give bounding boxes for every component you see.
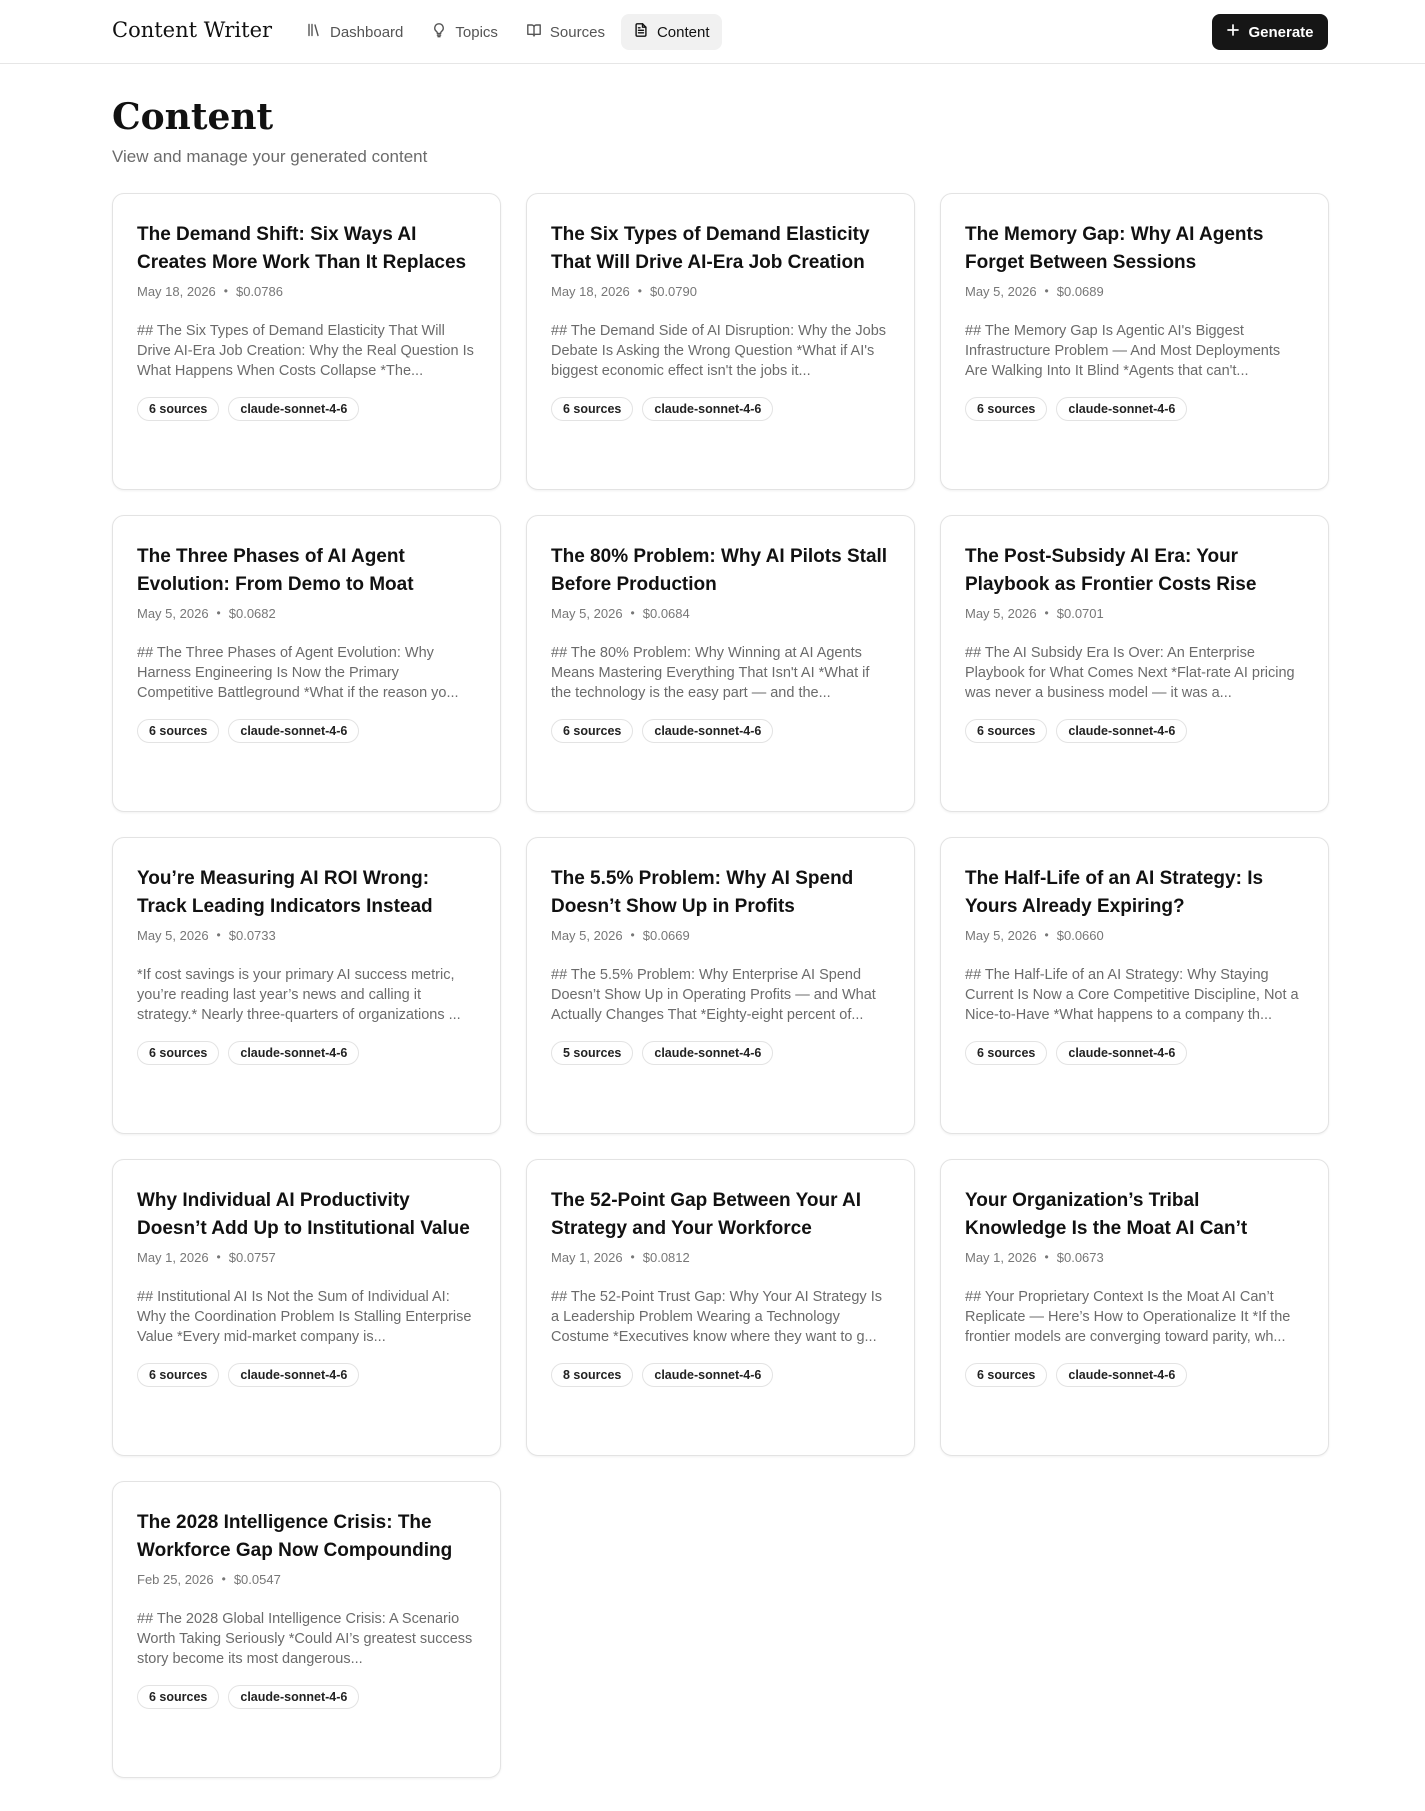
dot-separator-icon: • <box>216 1250 221 1264</box>
card-date: May 18, 2026 <box>137 283 216 299</box>
dot-separator-icon: • <box>1044 1250 1049 1264</box>
model-badge: claude-sonnet-4-6 <box>228 1363 359 1387</box>
library-icon <box>306 22 322 42</box>
card-tags <box>965 397 1304 421</box>
dot-separator-icon: • <box>637 284 642 298</box>
content-card[interactable] <box>940 837 1329 1134</box>
card-tags <box>965 719 1304 743</box>
card-excerpt: ## The Memory Gap Is Agentic AI's Biggest Infrastructure Problem — And Most Deployments Are Walking Into It Blind *Agents that can't... <box>965 323 1281 379</box>
dot-separator-icon: • <box>216 606 221 620</box>
card-excerpt: ## The Six Types of Demand Elasticity That Will Drive AI-Era Job Creation: Why the Real Question Is What Happens When Costs Collapse *The... <box>137 323 474 379</box>
dot-separator-icon: • <box>630 606 635 620</box>
card-tags <box>137 397 476 421</box>
model-badge: claude-sonnet-4-6 <box>642 1363 773 1387</box>
card-tags <box>551 1041 890 1065</box>
content-card[interactable] <box>526 837 915 1134</box>
card-meta <box>551 603 890 623</box>
card-date: May 5, 2026 <box>137 927 209 943</box>
model-badge: claude-sonnet-4-6 <box>642 397 773 421</box>
card-excerpt: ## The Three Phases of Agent Evolution: Why Harness Engineering Is Now the Primary Competitive Battleground *What if the reason yo... <box>137 645 459 701</box>
model-badge: claude-sonnet-4-6 <box>1056 719 1187 743</box>
model-badge: claude-sonnet-4-6 <box>228 1685 359 1709</box>
card-meta <box>965 1247 1304 1267</box>
card-title: The 80% Problem: Why AI Pilots Stall Before Production <box>551 546 888 595</box>
nav-item-topics[interactable] <box>419 14 510 50</box>
card-date: May 5, 2026 <box>137 605 209 621</box>
sources-badge: 6 sources <box>137 397 219 421</box>
card-excerpt: ## Institutional AI Is Not the Sum of Individual AI: Why the Coordination Problem Is Stalling Enterprise Value *Every mid-market company is... <box>137 1289 472 1345</box>
dot-separator-icon: • <box>1044 606 1049 620</box>
card-excerpt: *If cost savings is your primary AI success metric, you’re reading last year’s news and calling it strategy.* Nearly three-quarters of organizations ... <box>137 967 461 1023</box>
model-badge: claude-sonnet-4-6 <box>1056 1041 1187 1065</box>
card-date: May 18, 2026 <box>551 283 630 299</box>
lightbulb-icon <box>431 22 447 42</box>
card-title: The Demand Shift: Six Ways AI Creates More Work Than It Replaces <box>137 224 467 273</box>
model-badge: claude-sonnet-4-6 <box>228 1041 359 1065</box>
content-card[interactable] <box>112 193 501 490</box>
model-badge: claude-sonnet-4-6 <box>228 397 359 421</box>
file-text-icon <box>633 22 649 42</box>
model-badge: claude-sonnet-4-6 <box>642 1041 773 1065</box>
card-title: The 2028 Intelligence Crisis: The Workforce Gap Now Compounding <box>137 1512 453 1561</box>
nav-label: Topics <box>455 23 498 41</box>
card-meta <box>137 925 476 945</box>
model-badge: claude-sonnet-4-6 <box>642 719 773 743</box>
sources-badge: 6 sources <box>965 1041 1047 1065</box>
card-tags <box>551 1363 890 1387</box>
card-tags <box>137 1041 476 1065</box>
sources-badge: 6 sources <box>965 397 1047 421</box>
card-tags <box>965 1363 1304 1387</box>
card-title: The Post-Subsidy AI Era: Your Playbook as Frontier Costs Rise <box>965 546 1257 595</box>
content-card[interactable] <box>112 515 501 812</box>
content-card[interactable] <box>112 1481 501 1778</box>
card-excerpt: ## The 5.5% Problem: Why Enterprise AI Spend Doesn’t Show Up in Operating Profits — and What Actually Changes That *Eighty-eight percent of... <box>551 967 876 1023</box>
generate-label: Generate <box>1248 23 1314 41</box>
card-excerpt: ## The 52-Point Trust Gap: Why Your AI Strategy Is a Leadership Problem Wearing a Technology Costume *Executives know where they want to g... <box>551 1289 882 1345</box>
card-cost: $0.0673 <box>1056 1249 1104 1265</box>
card-date: Feb 25, 2026 <box>137 1571 214 1587</box>
card-excerpt: ## The Demand Side of AI Disruption: Why the Jobs Debate Is Asking the Wrong Question *What if AI's biggest economic effect isn't the jobs it... <box>551 323 887 379</box>
card-cost: $0.0660 <box>1056 927 1104 943</box>
card-tags <box>137 1685 476 1709</box>
card-meta <box>137 1247 476 1267</box>
content-card[interactable] <box>112 837 501 1134</box>
content-grid <box>112 193 1329 1778</box>
nav-item-dashboard[interactable] <box>294 14 415 50</box>
dot-separator-icon: • <box>630 928 635 942</box>
dot-separator-icon: • <box>221 1572 226 1586</box>
sources-badge: 6 sources <box>137 1041 219 1065</box>
card-date: May 1, 2026 <box>137 1249 209 1265</box>
nav-item-sources[interactable] <box>514 14 617 50</box>
content-card[interactable] <box>112 1159 501 1456</box>
card-date: May 5, 2026 <box>965 283 1037 299</box>
card-meta <box>551 281 890 301</box>
card-title: Your Organization’s Tribal Knowledge Is the Moat AI Can’t <box>965 1190 1248 1239</box>
dot-separator-icon: • <box>1044 284 1049 298</box>
book-open-icon <box>526 22 542 42</box>
card-excerpt: ## The 80% Problem: Why Winning at AI Agents Means Mastering Everything That Isn't AI *What if the technology is the easy part — and the... <box>551 645 870 701</box>
card-tags <box>137 1363 476 1387</box>
card-meta <box>551 925 890 945</box>
card-date: May 1, 2026 <box>965 1249 1037 1265</box>
sources-badge: 6 sources <box>551 397 633 421</box>
model-badge: claude-sonnet-4-6 <box>228 719 359 743</box>
dot-separator-icon: • <box>630 1250 635 1264</box>
brand-logo[interactable]: Content Writer <box>112 18 273 42</box>
card-title: The Three Phases of AI Agent Evolution: From Demo to Moat <box>137 546 414 595</box>
card-cost: $0.0684 <box>642 605 690 621</box>
card-title: Why Individual AI Productivity Doesn’t Add Up to Institutional Value <box>137 1190 470 1239</box>
dot-separator-icon: • <box>223 284 228 298</box>
card-meta <box>137 281 476 301</box>
sources-badge: 8 sources <box>551 1363 633 1387</box>
content-card[interactable] <box>526 1159 915 1456</box>
card-cost: $0.0757 <box>228 1249 276 1265</box>
card-title: The 52-Point Gap Between Your AI Strategy and Your Workforce <box>551 1190 862 1239</box>
card-meta <box>137 603 476 623</box>
card-title: The Half-Life of an AI Strategy: Is Yours Already Expiring? <box>965 868 1264 917</box>
main-nav <box>294 14 722 50</box>
nav-label: Dashboard <box>330 23 404 41</box>
card-meta <box>965 281 1304 301</box>
card-excerpt: ## The AI Subsidy Era Is Over: An Enterprise Playbook for What Comes Next *Flat-rate AI pricing was never a business model — it was a... <box>965 645 1295 701</box>
page-subtitle: View and manage your generated content <box>112 147 428 166</box>
page-title: Content <box>112 96 274 138</box>
dot-separator-icon: • <box>1044 928 1049 942</box>
top-navbar <box>0 0 1425 64</box>
card-tags <box>137 719 476 743</box>
card-date: May 5, 2026 <box>965 927 1037 943</box>
card-excerpt: ## The Half-Life of an AI Strategy: Why Staying Current Is Now a Core Competitive Discipline, Not a Nice-to-Have *What happens to a company th... <box>965 967 1299 1023</box>
sources-badge: 6 sources <box>551 719 633 743</box>
card-date: May 1, 2026 <box>551 1249 623 1265</box>
sources-badge: 5 sources <box>551 1041 633 1065</box>
card-cost: $0.0790 <box>649 283 697 299</box>
sources-badge: 6 sources <box>137 1685 219 1709</box>
card-title: The 5.5% Problem: Why AI Spend Doesn’t Show Up in Profits <box>551 868 854 917</box>
nav-item-content[interactable] <box>621 14 722 50</box>
card-date: May 5, 2026 <box>551 927 623 943</box>
sources-badge: 6 sources <box>965 719 1047 743</box>
sources-badge: 6 sources <box>137 1363 219 1387</box>
card-tags <box>551 397 890 421</box>
card-cost: $0.0701 <box>1056 605 1104 621</box>
card-tags <box>551 719 890 743</box>
card-title: The Memory Gap: Why AI Agents Forget Between Sessions <box>965 224 1264 273</box>
content-card[interactable] <box>940 193 1329 490</box>
card-title: You’re Measuring AI ROI Wrong: Track Leading Indicators Instead <box>137 868 433 917</box>
card-cost: $0.0682 <box>228 605 276 621</box>
card-cost: $0.0733 <box>228 927 276 943</box>
nav-label: Content <box>656 23 710 41</box>
card-excerpt: ## Your Proprietary Context Is the Moat AI Can’t Replicate — Here’s How to Operationalize It *If the frontier models are converging toward parity, wh... <box>965 1289 1291 1345</box>
card-excerpt: ## The 2028 Global Intelligence Crisis: A Scenario Worth Taking Seriously *Could AI’s greatest success story become its most dangerous... <box>137 1611 473 1667</box>
nav-label: Sources <box>549 23 605 41</box>
card-date: May 5, 2026 <box>965 605 1037 621</box>
model-badge: claude-sonnet-4-6 <box>1056 397 1187 421</box>
card-title: The Six Types of Demand Elasticity That Will Drive AI-Era Job Creation <box>551 224 870 273</box>
content-card[interactable] <box>526 515 915 812</box>
card-cost: $0.0786 <box>235 283 283 299</box>
dot-separator-icon: • <box>216 928 221 942</box>
content-card[interactable] <box>526 193 915 490</box>
card-meta <box>965 603 1304 623</box>
card-cost: $0.0547 <box>233 1571 281 1587</box>
content-card[interactable] <box>940 515 1329 812</box>
plus-icon <box>1226 23 1240 41</box>
sources-badge: 6 sources <box>137 719 219 743</box>
card-cost: $0.0812 <box>642 1249 690 1265</box>
card-date: May 5, 2026 <box>551 605 623 621</box>
generate-button[interactable] <box>1212 14 1328 50</box>
sources-badge: 6 sources <box>965 1363 1047 1387</box>
card-meta <box>551 1247 890 1267</box>
content-card[interactable] <box>940 1159 1329 1456</box>
card-cost: $0.0669 <box>642 927 690 943</box>
card-cost: $0.0689 <box>1056 283 1104 299</box>
model-badge: claude-sonnet-4-6 <box>1056 1363 1187 1387</box>
card-meta <box>965 925 1304 945</box>
card-tags <box>965 1041 1304 1065</box>
card-meta <box>137 1569 476 1589</box>
